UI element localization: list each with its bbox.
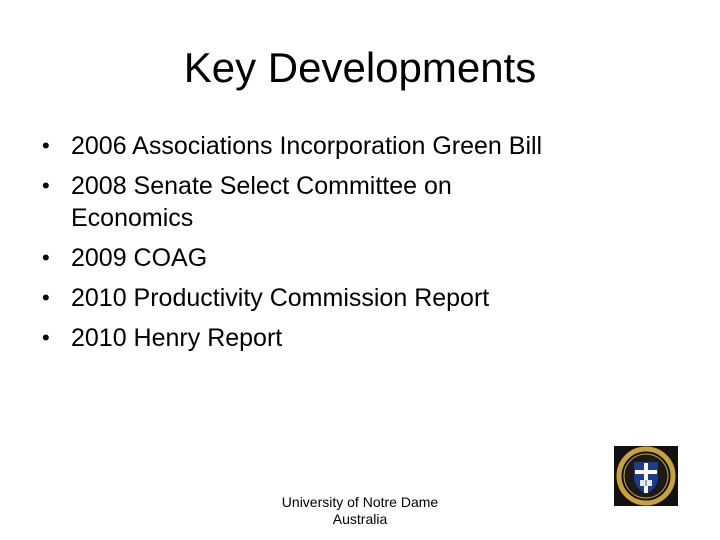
bullet-text: 2008 Senate Select Committee on Economics [71, 172, 452, 232]
bullet-glyph: • [42, 245, 50, 270]
bullet-text: 2010 Henry Report [71, 324, 283, 352]
bullet-glyph: • [42, 173, 50, 198]
university-seal-icon [614, 446, 678, 506]
list-item [42, 242, 562, 274]
bullet-text: 2010 Productivity Commission Report [71, 284, 490, 312]
bullet-text: 2009 COAG [71, 244, 208, 272]
footer-line-2: Australia [332, 511, 388, 527]
bullet-list [42, 130, 562, 362]
bullet-text: 2006 Associations Incorporation Green Bill [71, 132, 543, 160]
bullet-glyph: • [42, 133, 50, 158]
list-item [42, 282, 562, 314]
list-item [42, 322, 562, 354]
footer-line-1: University of Notre Dame [281, 494, 439, 510]
bullet-glyph: • [42, 325, 50, 350]
slide-title: Key Developments [183, 44, 537, 91]
list-item [42, 170, 562, 234]
bullet-glyph: • [42, 285, 50, 310]
list-item [42, 130, 562, 162]
footer-caption [260, 494, 460, 528]
